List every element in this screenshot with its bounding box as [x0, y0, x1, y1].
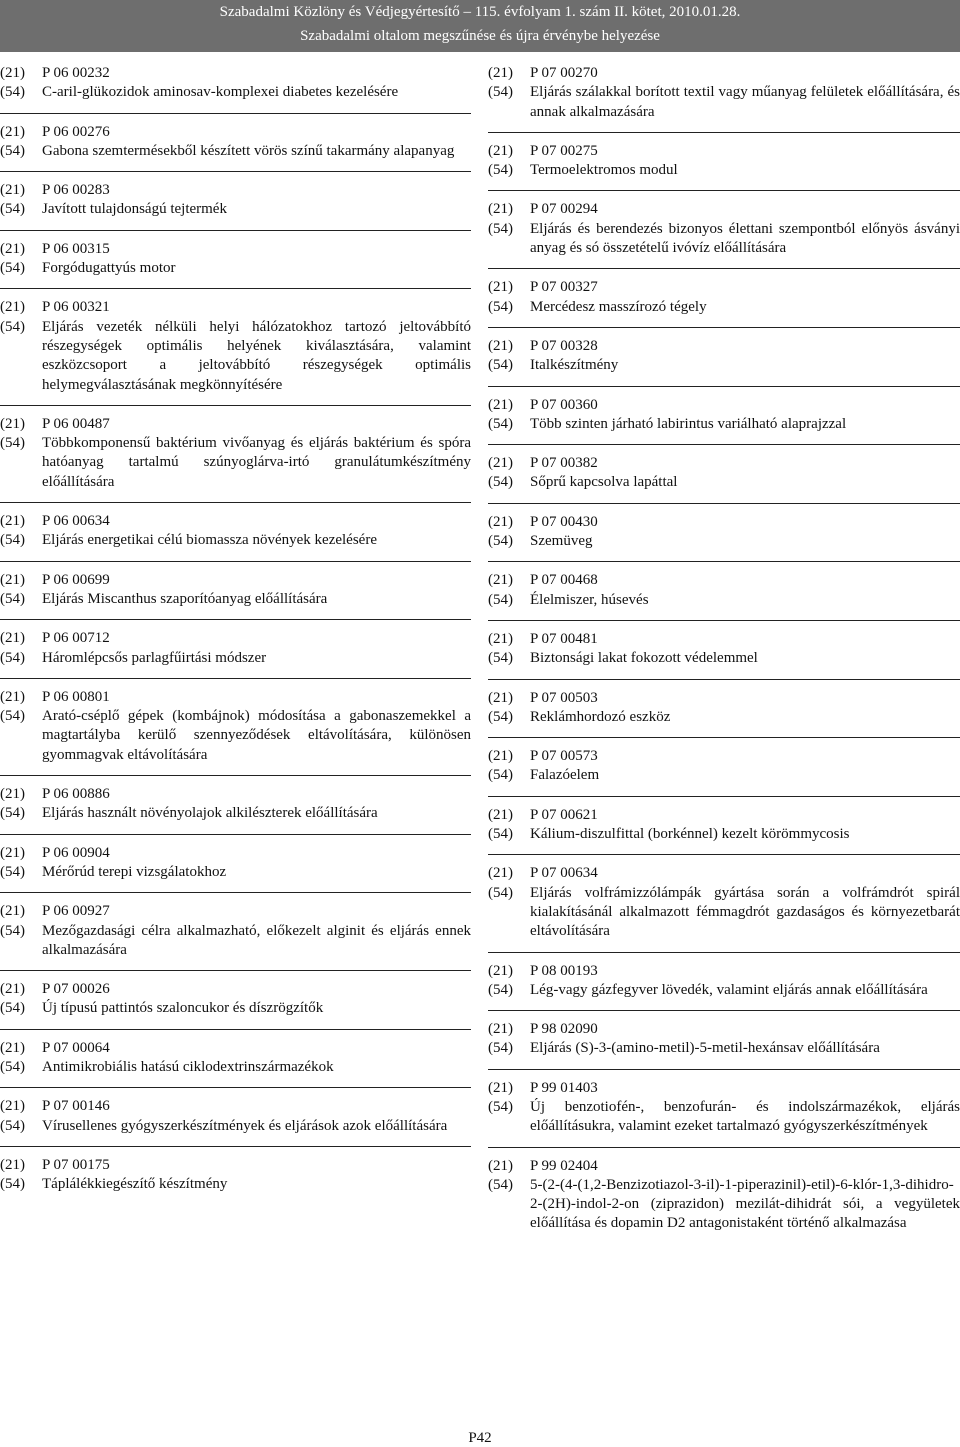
title-code-label: (54) — [0, 260, 25, 277]
patent-title: Eljárás volfrámizzólámpák gyártása során a volfrámdrót spirál kialakításánál alkalmazott fémmagdrót gazdaságos és környezetbarát eltávolítására — [530, 884, 960, 940]
patent-number: P 07 00430 — [530, 513, 598, 530]
title-code-label: (54) — [0, 649, 25, 666]
patent-entry — [0, 688, 471, 765]
patent-entry — [488, 962, 960, 1001]
patent-title: Vírusellenes gyógyszerkészítmények és eljárások azok előállítására — [42, 1117, 448, 1134]
patent-entry — [488, 337, 960, 376]
patent-entry — [0, 123, 471, 162]
title-code-label: (54) — [0, 201, 25, 218]
number-code-label: (21) — [0, 688, 25, 705]
number-code-label: (21) — [0, 299, 25, 316]
entry-divider — [0, 561, 471, 562]
patent-entry — [0, 1097, 471, 1136]
number-code-label: (21) — [0, 1039, 25, 1056]
patent-title: Mezőgazdasági célra alkalmazható, előkezelt alginit és eljárás ennek alkalmazására — [42, 922, 471, 958]
number-code-label: (21) — [0, 630, 25, 647]
number-code-label: (21) — [0, 123, 25, 140]
number-code-label: (21) — [488, 630, 513, 647]
patent-title: Eljárás Miscanthus szaporítóanyag előállítására — [42, 590, 328, 607]
title-code-label: (54) — [488, 1040, 513, 1057]
title-code-label: (54) — [0, 1058, 25, 1075]
patent-title: Eljárás (S)-3-(amino-metil)-5-metil-hexánsav előállítására — [530, 1040, 880, 1057]
number-code-label: (21) — [0, 903, 25, 920]
patent-title: Táplálékkiegészítő készítmény — [42, 1176, 228, 1193]
entry-divider — [488, 386, 960, 387]
patent-entry — [488, 864, 960, 941]
entry-divider — [488, 679, 960, 680]
patent-title: Gabona szemtermésekből készített vörös színű takarmány alapanyag — [42, 142, 455, 159]
entry-divider — [0, 619, 471, 620]
number-code-label: (21) — [488, 962, 513, 979]
patent-number: P 06 00801 — [42, 688, 110, 705]
patent-title: Eljárás szálakkal borított textil vagy műanyag felületek előállítására, és annak alkalmazására — [530, 84, 960, 120]
patent-title: C-aril-glükozidok aminosav-komplexei diabetes kezelésére — [42, 84, 399, 101]
entry-divider — [0, 1087, 471, 1088]
entry-divider — [0, 775, 471, 776]
patent-number: P 06 00634 — [42, 513, 110, 530]
patent-number: P 06 00904 — [42, 844, 110, 861]
patent-entry — [488, 1157, 960, 1234]
patent-number: P 06 00699 — [42, 571, 110, 588]
title-code-label: (54) — [488, 708, 513, 725]
patent-entry — [0, 902, 471, 960]
patent-number: P 07 00503 — [530, 689, 598, 706]
title-code-label: (54) — [0, 318, 25, 335]
patent-title: Antimikrobiális hatású ciklodextrinszármazékok — [42, 1058, 334, 1075]
patent-number: P 07 00026 — [42, 981, 110, 998]
patent-title: Új benzotiofén-, benzofurán- és indolszármazékok, eljárás előállításukra, valamint ezeket tartalmazó gyógyszerkészítmények — [530, 1098, 960, 1135]
patent-number: P 06 00276 — [42, 123, 110, 140]
patent-entry — [0, 512, 471, 551]
entry-divider — [0, 288, 471, 289]
entry-divider — [488, 1147, 960, 1148]
patent-entry — [0, 571, 471, 610]
title-code-label: (54) — [488, 767, 513, 784]
patent-number: P 07 00275 — [530, 142, 598, 159]
entry-divider — [488, 561, 960, 562]
title-code-label: (54) — [488, 533, 513, 550]
title-code-label: (54) — [488, 298, 513, 315]
patent-entry — [488, 200, 960, 258]
title-code-label: (54) — [0, 1176, 25, 1193]
number-code-label: (21) — [0, 415, 25, 432]
title-code-label: (54) — [0, 708, 25, 725]
patent-number: P 06 00886 — [42, 786, 110, 803]
entry-divider — [488, 952, 960, 953]
patent-number: P 06 00321 — [42, 299, 110, 316]
number-code-label: (21) — [488, 65, 513, 81]
title-code-label: (54) — [488, 415, 513, 432]
number-code-label: (21) — [488, 396, 513, 413]
patent-number: P 07 00621 — [530, 806, 598, 823]
patent-title: Arató-cséplő gépek (kombájnok) módosítása a gabonaszemekkel a magtartályba kerülő szennyeződések eltávolítására, különösen gyommagvak eltávolítására — [42, 708, 471, 763]
patent-number: P 07 00175 — [42, 1156, 110, 1173]
title-code-label: (54) — [0, 435, 25, 452]
number-code-label: (21) — [488, 748, 513, 765]
entry-divider — [0, 892, 471, 893]
patent-title: Többkomponensű baktérium vivőanyag és eljárás baktérium és spóra hatóanyag tartalmú szúnyoglárva-irtó granulátumkészítmény előállítására — [42, 435, 471, 490]
patent-entry — [488, 64, 960, 122]
entry-divider — [488, 190, 960, 191]
patent-number: P 98 02090 — [530, 1021, 598, 1038]
patent-entry — [0, 1156, 471, 1195]
number-code-label: (21) — [488, 142, 513, 159]
title-code-label: (54) — [0, 590, 25, 607]
entry-divider — [488, 503, 960, 504]
number-code-label: (21) — [488, 337, 513, 354]
patent-number: P 06 00927 — [42, 903, 110, 920]
patent-number: P 07 00327 — [530, 279, 598, 296]
patent-number: P 07 00328 — [530, 337, 598, 354]
patent-entry — [0, 1039, 471, 1078]
patent-number: P 07 00360 — [530, 396, 598, 413]
patent-entry — [488, 747, 960, 786]
right-column — [488, 64, 960, 1234]
title-code-label: (54) — [0, 922, 25, 939]
entry-divider — [488, 854, 960, 855]
patent-entry — [488, 142, 960, 181]
patent-title: Falazóelem — [530, 767, 600, 784]
number-code-label: (21) — [488, 201, 513, 218]
patent-title: Italkészítmény — [530, 357, 619, 374]
patent-title: Több szinten járható labirintus variálható alaprajzzal — [530, 415, 847, 432]
patent-entry — [0, 980, 471, 1019]
patent-title: 5-(2-(4-(1,2-Benzizotiazol-3-il)-1-piperazinil)-etil)-6-klór-1,3-dihidro-2-(2H)-indol-2-on (ziprazidon) mezilát-dihidrát sói, a vegyületek előállítása és dopamin D2 antagonistaként történő alkalmazása — [530, 1176, 960, 1232]
title-code-label: (54) — [0, 142, 25, 159]
entry-divider — [488, 737, 960, 738]
patent-entry — [0, 785, 471, 824]
patent-title: Eljárás vezeték nélküli helyi hálózatokhoz tartozó jeltovábbító részegységek optimális helyének kiválasztására, valamint eszközcsoport a jeltovábbító részegységek optimális helymegválasztásának megkönnyítésére — [42, 318, 471, 393]
number-code-label: (21) — [0, 1098, 25, 1115]
patent-number: P 99 01403 — [530, 1079, 598, 1096]
patent-title: Lég-vagy gázfegyver lövedék, valamint eljárás annak előállítására — [530, 981, 928, 998]
patent-number: P 07 00573 — [530, 748, 598, 765]
patent-entry — [0, 181, 471, 220]
number-code-label: (21) — [488, 1157, 513, 1174]
title-code-label: (54) — [0, 1000, 25, 1017]
patent-number: P 07 00382 — [530, 455, 598, 472]
entry-divider — [0, 970, 471, 971]
entry-divider — [0, 502, 471, 503]
patent-title: Kálium-diszulfittal (borkénnel) kezelt körömmycosis — [530, 826, 850, 843]
number-code-label: (21) — [0, 981, 25, 998]
patent-title: Mercédesz masszírozó tégely — [530, 298, 707, 315]
number-code-label: (21) — [488, 513, 513, 530]
title-code-label: (54) — [488, 826, 513, 843]
entry-divider — [488, 1010, 960, 1011]
number-code-label: (21) — [0, 65, 25, 81]
entry-divider — [0, 678, 471, 679]
number-code-label: (21) — [488, 689, 513, 706]
title-code-label: (54) — [488, 650, 513, 667]
patent-number: P 06 00232 — [42, 65, 110, 81]
number-code-label: (21) — [0, 844, 25, 861]
patent-entry — [0, 64, 471, 103]
entry-divider — [0, 113, 471, 114]
patent-number: P 06 00315 — [42, 240, 110, 257]
patent-number: P 07 00146 — [42, 1098, 110, 1115]
entry-divider — [488, 796, 960, 797]
number-code-label: (21) — [488, 1079, 513, 1096]
entry-divider — [488, 132, 960, 133]
number-code-label: (21) — [488, 806, 513, 823]
number-code-label: (21) — [0, 1156, 25, 1173]
patent-title: Biztonsági lakat fokozott védelemmel — [530, 650, 758, 667]
patent-entry — [488, 454, 960, 493]
entry-divider — [488, 444, 960, 445]
entry-divider — [0, 230, 471, 231]
title-code-label: (54) — [488, 220, 513, 237]
entry-divider — [488, 620, 960, 621]
title-code-label: (54) — [488, 884, 513, 901]
patent-number: P 07 00634 — [530, 865, 598, 882]
title-code-label: (54) — [0, 805, 25, 822]
number-code-label: (21) — [0, 182, 25, 199]
entry-divider — [0, 405, 471, 406]
patent-title: Sőprű kapcsolva lapáttal — [530, 474, 678, 491]
number-code-label: (21) — [488, 865, 513, 882]
title-code-label: (54) — [488, 591, 513, 608]
entry-divider — [0, 834, 471, 835]
patent-title: Reklámhordozó eszköz — [530, 708, 671, 725]
number-code-label: (21) — [0, 240, 25, 257]
patent-entry — [488, 396, 960, 435]
patent-entry — [488, 513, 960, 552]
patent-entry — [0, 415, 471, 492]
patent-entry — [488, 1079, 960, 1137]
title-code-label: (54) — [488, 1098, 513, 1115]
patent-title: Eljárás használt növényolajok alkilészterek előállítására — [42, 805, 378, 822]
patent-title: Új típusú pattintós szaloncukor és díszrögzítők — [42, 1000, 324, 1017]
title-code-label: (54) — [0, 863, 25, 880]
title-code-label: (54) — [488, 981, 513, 998]
patent-entry — [0, 844, 471, 883]
entry-divider — [0, 171, 471, 172]
patent-entry — [488, 806, 960, 845]
patent-number: P 07 00064 — [42, 1039, 110, 1056]
patent-title: Háromlépcsős parlagfűirtási módszer — [42, 649, 267, 666]
patent-title: Eljárás energetikai célú biomassza növények kezelésére — [42, 532, 377, 549]
left-column — [0, 64, 471, 1194]
patent-entry — [0, 240, 471, 279]
patent-entry — [0, 298, 471, 394]
patent-number: P 99 02404 — [530, 1157, 598, 1174]
number-code-label: (21) — [0, 786, 25, 803]
patent-number: P 07 00294 — [530, 201, 598, 218]
patent-entry — [488, 1020, 960, 1059]
patent-title: Mérőrúd terepi vizsgálatokhoz — [42, 863, 227, 880]
journal-title: Szabadalmi Közlöny és Védjegyértesítő – 115. évfolyam 1. szám II. kötet, 2010.01.28. — [219, 4, 741, 20]
number-code-label: (21) — [488, 1021, 513, 1038]
patent-entry — [0, 629, 471, 668]
title-code-label: (54) — [0, 1117, 25, 1134]
section-title: Szabadalmi oltalom megszűnése és újra érvénybe helyezése — [300, 28, 660, 44]
title-code-label: (54) — [0, 84, 25, 101]
patent-entry — [488, 278, 960, 317]
title-code-label: (54) — [488, 84, 513, 101]
patent-entry — [488, 571, 960, 610]
patent-number: P 06 00712 — [42, 630, 110, 647]
title-code-label: (54) — [488, 474, 513, 491]
number-code-label: (21) — [488, 572, 513, 589]
patent-title: Javított tulajdonságú tejtermék — [42, 201, 227, 218]
patent-number: P 07 00481 — [530, 630, 598, 647]
entry-divider — [0, 1146, 471, 1147]
entry-divider — [488, 268, 960, 269]
patent-title: Eljárás és berendezés bizonyos élettani szempontból előnyös ásványi anyag és só összetételű ivóvíz előállítására — [530, 220, 960, 257]
patent-title: Termoelektromos modul — [530, 162, 678, 179]
patent-number: P 07 00468 — [530, 572, 598, 589]
title-code-label: (54) — [488, 1176, 513, 1193]
patent-number: P 08 00193 — [530, 962, 598, 979]
entry-divider — [488, 1069, 960, 1070]
patent-number: P 06 00487 — [42, 415, 110, 432]
title-code-label: (54) — [488, 357, 513, 374]
patent-title: Élelmiszer, húsevés — [530, 591, 649, 608]
patent-title: Szemüveg — [530, 533, 593, 550]
number-code-label: (21) — [488, 279, 513, 296]
entry-divider — [0, 1029, 471, 1030]
patent-entry — [488, 689, 960, 728]
title-code-label: (54) — [488, 162, 513, 179]
patent-entry — [488, 630, 960, 669]
patent-number: P 06 00283 — [42, 182, 110, 199]
number-code-label: (21) — [0, 513, 25, 530]
page-header — [0, 0, 960, 52]
patent-number: P 07 00270 — [530, 65, 598, 81]
number-code-label: (21) — [0, 571, 25, 588]
number-code-label: (21) — [488, 455, 513, 472]
title-code-label: (54) — [0, 532, 25, 549]
patent-title: Forgódugattyús motor — [42, 260, 176, 277]
page-number: P42 — [468, 1430, 492, 1446]
entry-divider — [488, 327, 960, 328]
